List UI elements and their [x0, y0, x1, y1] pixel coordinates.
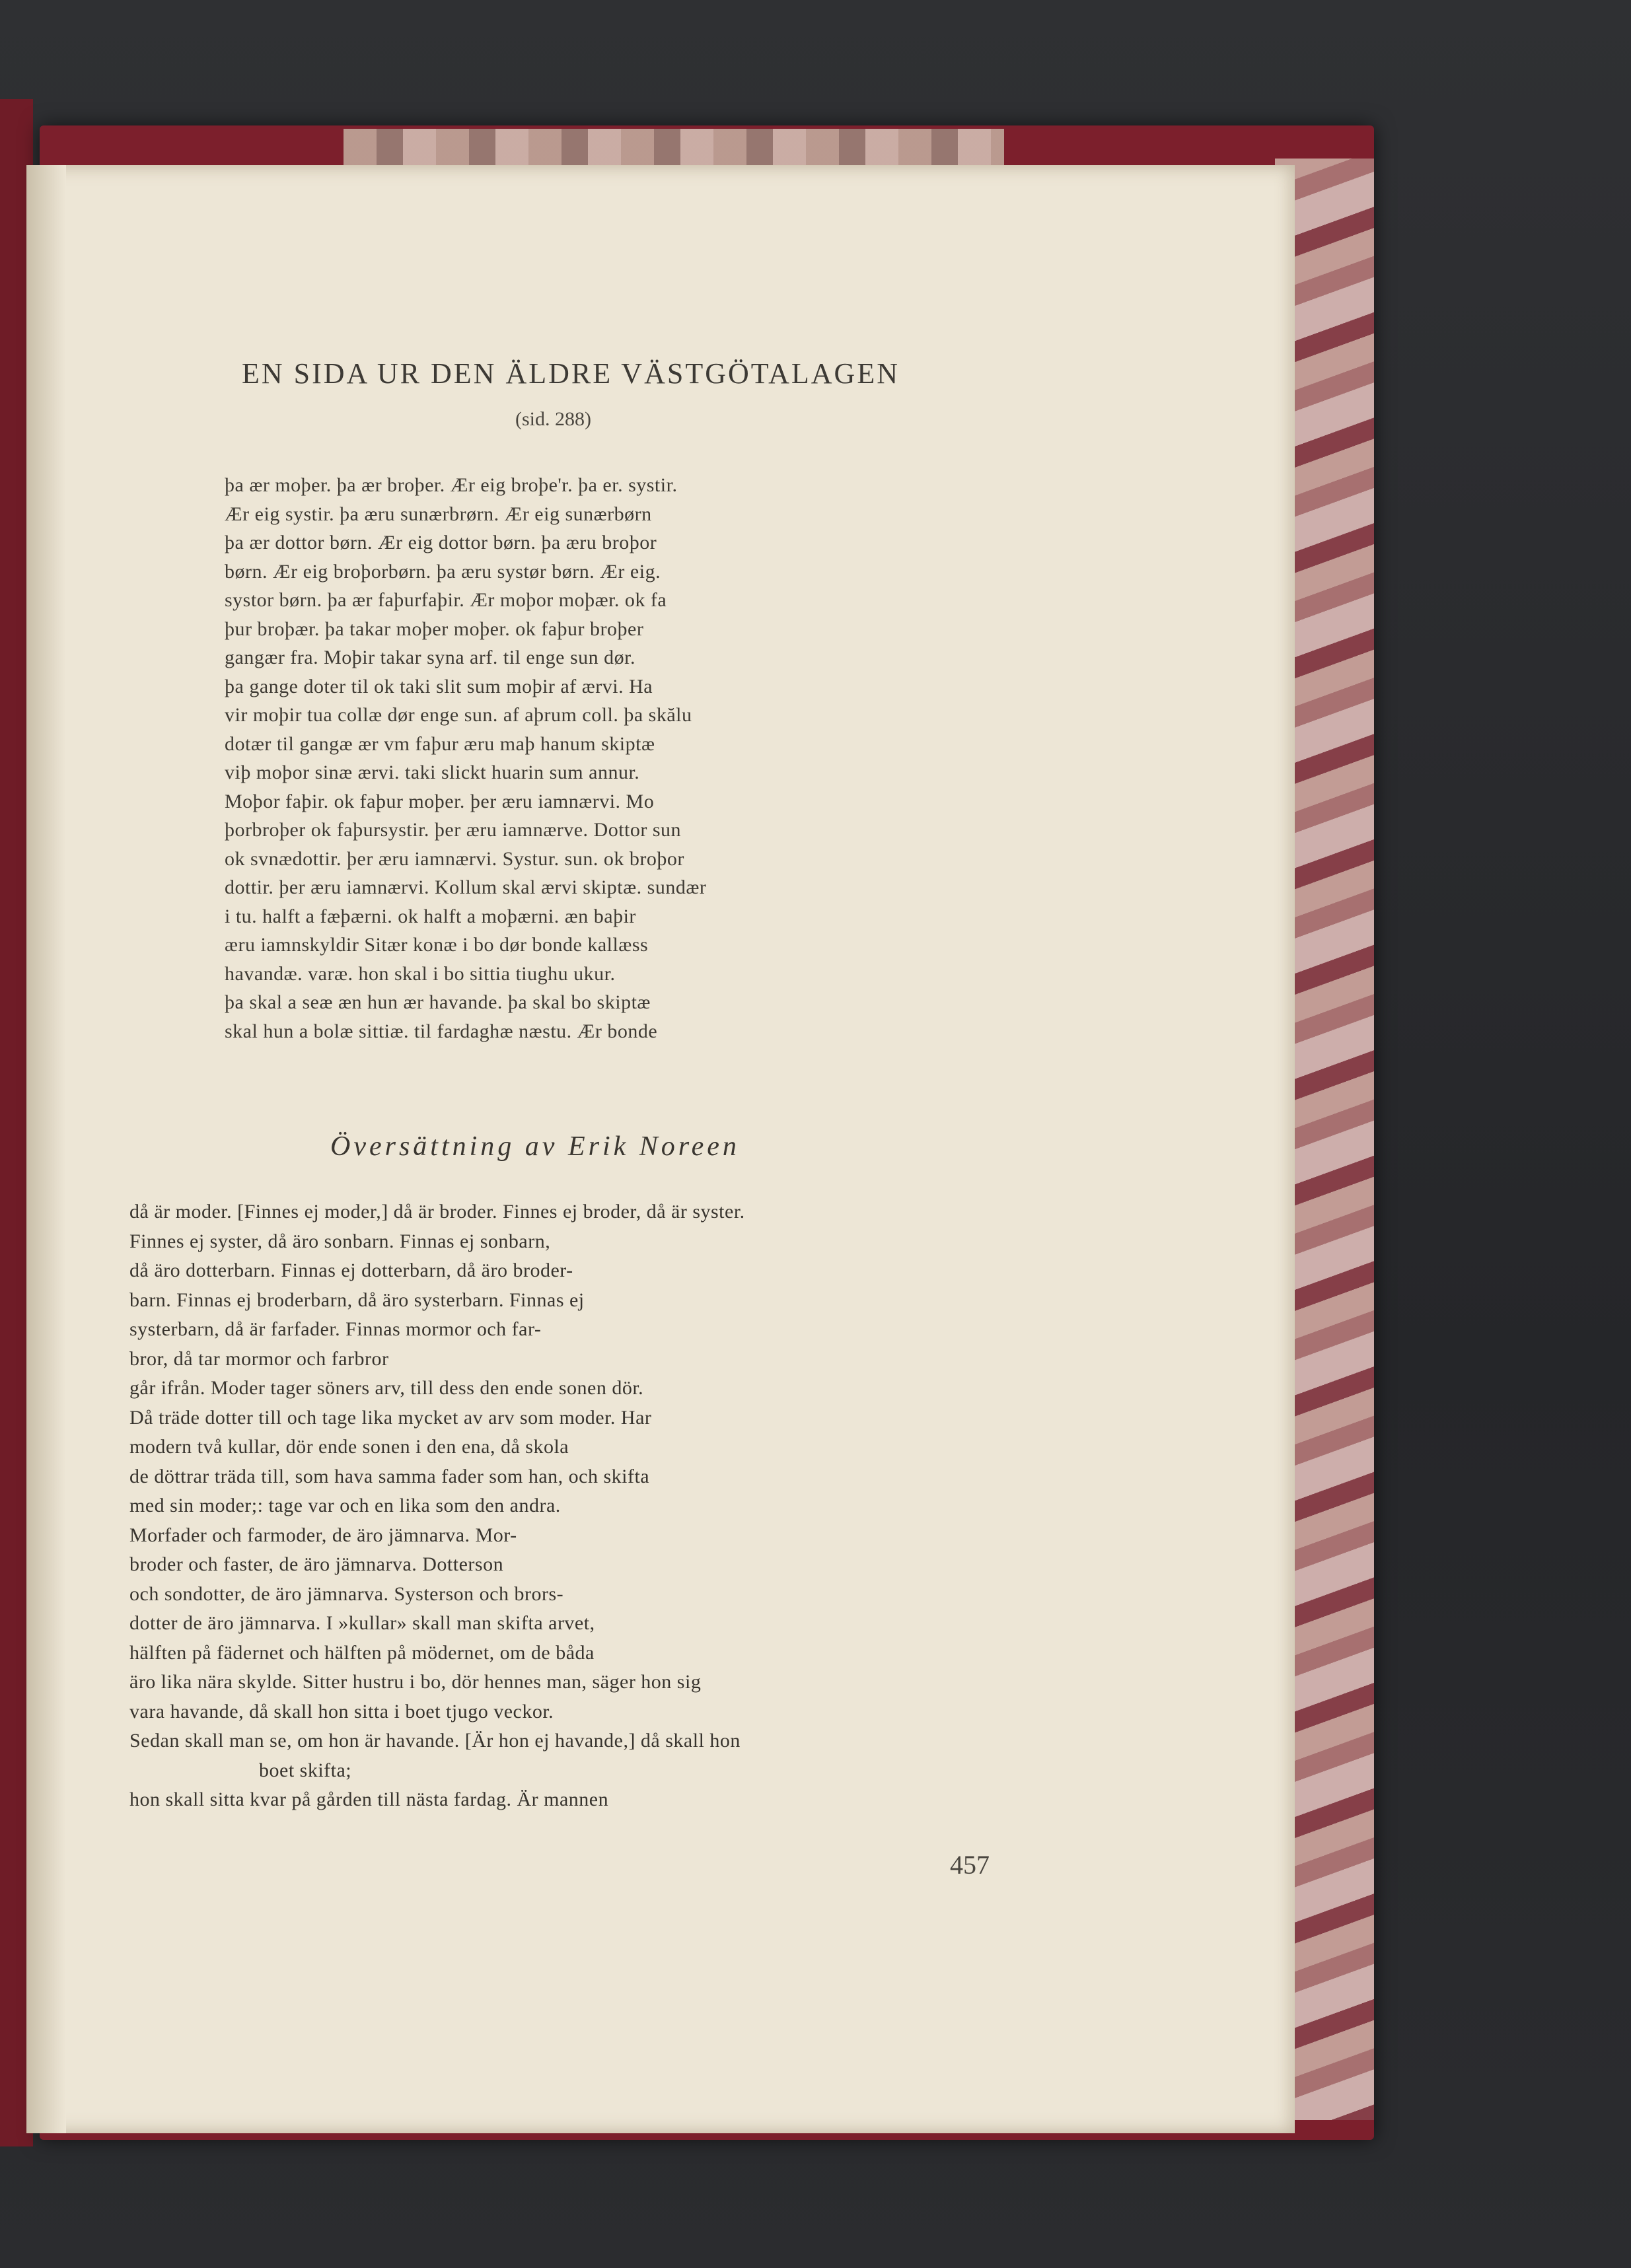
translation-line: bror, då tar mormor och farbror [129, 1347, 389, 1370]
translation-line: med sin moder;: tage var och en lika som den andra. [129, 1495, 561, 1516]
translation-line: då är moder. [Finnes ej moder,] då är broder. Finnes ej broder, då är syster. [129, 1201, 745, 1223]
translation-line: Sedan skall man se, om hon är havande. [Är hon ej havande,] då skall hon [129, 1730, 741, 1752]
translation-line: går ifrån. Moder tager söners arv, till dess den ende sonen dör. [129, 1377, 644, 1399]
cover-marble-top [344, 129, 1004, 168]
original-line: þa ær dottor børn. Ær eig dottor børn. þa æru broþor [225, 532, 657, 553]
translation-line: systerbarn, då är farfader. Finnas mormor och far- [129, 1318, 542, 1340]
translation-line: Då träde dotter till och tage lika mycket av arv som moder. Har [129, 1406, 652, 1429]
translation-line: och sondotter, de äro jämnarva. Systerson och brors- [129, 1582, 564, 1605]
translation-line: dotter de äro jämnarva. I »kullar» skall man skifta arvet, [129, 1612, 595, 1634]
original-line: þur broþær. þa takar moþer moþer. ok faþur broþer [225, 618, 644, 640]
translation-line: vara havande, då skall hon sitta i boet tjugo veckor. [129, 1700, 554, 1722]
translation-line: boet skifta; [259, 1759, 352, 1781]
original-line: gangær fra. Moþir takar syna arf. til enge sun dør. [225, 647, 635, 668]
original-line: þa ær moþer. þa ær broþer. Ær eig broþe'r. þa er. systir. [225, 474, 678, 496]
original-line: þa gange doter til ok taki slit sum moþir af ærvi. Ha [225, 675, 653, 697]
translation-line: Finnes ej syster, då äro sonbarn. Finnas ej sonbarn, [129, 1230, 551, 1252]
translation-line: då äro dotterbarn. Finnas ej dotterbarn, då äro broder- [129, 1259, 573, 1281]
page-subtitle: (sid. 288) [515, 408, 591, 430]
translation-line: barn. Finnas ej broderbarn, då äro systerbarn. Finnas ej [129, 1289, 585, 1311]
original-line: dottir. þer æru iamnærvi. Kollum skal ærvi skiptæ. sundær [225, 876, 707, 898]
translation-line: äro lika nära skylde. Sitter hustru i bo, dör hennes man, säger hon sig [129, 1671, 702, 1693]
original-line: havandæ. varæ. hon skal i bo sittia tiughu ukur. [225, 962, 616, 985]
page-number: 457 [950, 1850, 990, 1880]
original-line: dotær til gangæ ær vm faþur æru maþ hanum skiptæ [225, 732, 655, 755]
page-title: EN SIDA UR DEN ÄLDRE VÄSTGÖTALAGEN [242, 357, 900, 390]
original-line: i tu. halft a fæþærni. ok halft a moþærni. æn baþir [225, 905, 636, 927]
original-line: viþ moþor sinæ ærvi. taki slickt huarin sum annur. [225, 762, 640, 783]
original-line: ok svnædottir. þer æru iamnærvi. Systur. sun. ok broþor [225, 847, 684, 870]
translation-line: broder och faster, de äro jämnarva. Dotterson [129, 1553, 504, 1575]
page-gutter [26, 165, 66, 2133]
original-line: æru iamnskyldir Sitær konæ i bo dør bonde kallæss [225, 934, 649, 956]
original-line: þorbroþer ok faþursystir. þer æru iamnærve. Dottor sun [225, 819, 682, 841]
original-line: þa skal a seæ æn hun ær havande. þa skal bo skiptæ [225, 991, 651, 1013]
original-line: systor børn. þa ær faþurfaþir. Ær moþor moþær. ok fa [225, 589, 667, 611]
original-line: børn. Ær eig broþorbørn. þa æru systør børn. Ær eig. [225, 560, 661, 583]
translation-line: de döttrar träda till, som hava samma fader som han, och skifta [129, 1465, 650, 1487]
translation-line: hälften på fädernet och hälften på mödernet, om de båda [129, 1641, 595, 1664]
translation-heading: Översättning av Erik Noreen [330, 1131, 740, 1162]
original-line: Ær eig systir. þa æru sunærbrørn. Ær eig sunærbørn [225, 503, 652, 525]
translation-line: Morfader och farmoder, de äro jämnarva. Mor- [129, 1524, 517, 1546]
original-line: Moþor faþir. ok faþur moþer. þer æru iamnærvi. Mo [225, 790, 655, 812]
translation-line: modern två kullar, dör ende sonen i den ena, då skola [129, 1436, 569, 1458]
original-line: vir moþir tua collæ dør enge sun. af aþrum coll. þa skălu [225, 704, 692, 726]
translation-line: hon skall sitta kvar på gården till nästa fardag. Är mannen [129, 1789, 609, 1810]
original-line: skal hun a bolæ sittiæ. til fardaghæ næstu. Ær bonde [225, 1020, 658, 1042]
